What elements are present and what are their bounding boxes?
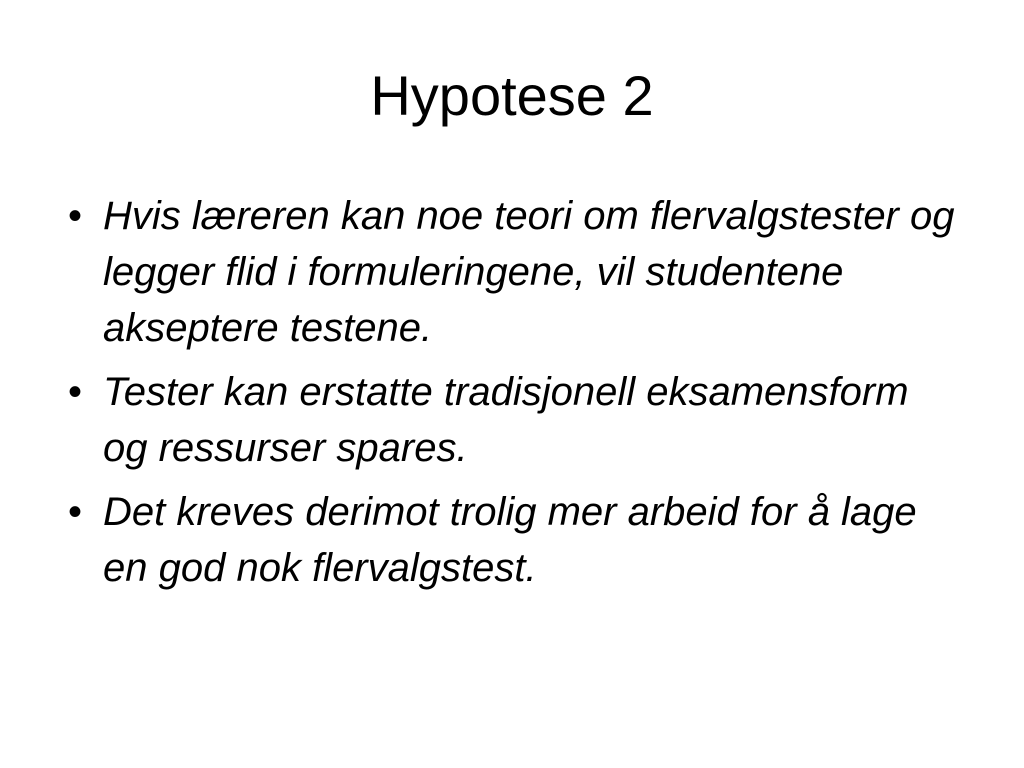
bullet-icon: •: [67, 490, 82, 534]
bullet-item: [60, 188, 960, 356]
bullet-item: [60, 484, 960, 596]
bullet-text: Hvis læreren kan noe teori om flervalgstester og legger flid i formuleringene, vil studentene akseptere testene.: [103, 194, 955, 350]
bullet-text: Tester kan erstatte tradisjonell eksamensform og ressurser spares.: [103, 370, 909, 470]
slide-title: Hypotese 2: [370, 64, 654, 127]
bullet-icon: •: [67, 194, 82, 238]
bullet-item: [60, 364, 960, 476]
bullet-icon: •: [67, 370, 82, 414]
bullet-text: Det kreves derimot trolig mer arbeid for å lage en god nok flervalgstest.: [103, 490, 917, 590]
bullet-list: [60, 188, 960, 604]
